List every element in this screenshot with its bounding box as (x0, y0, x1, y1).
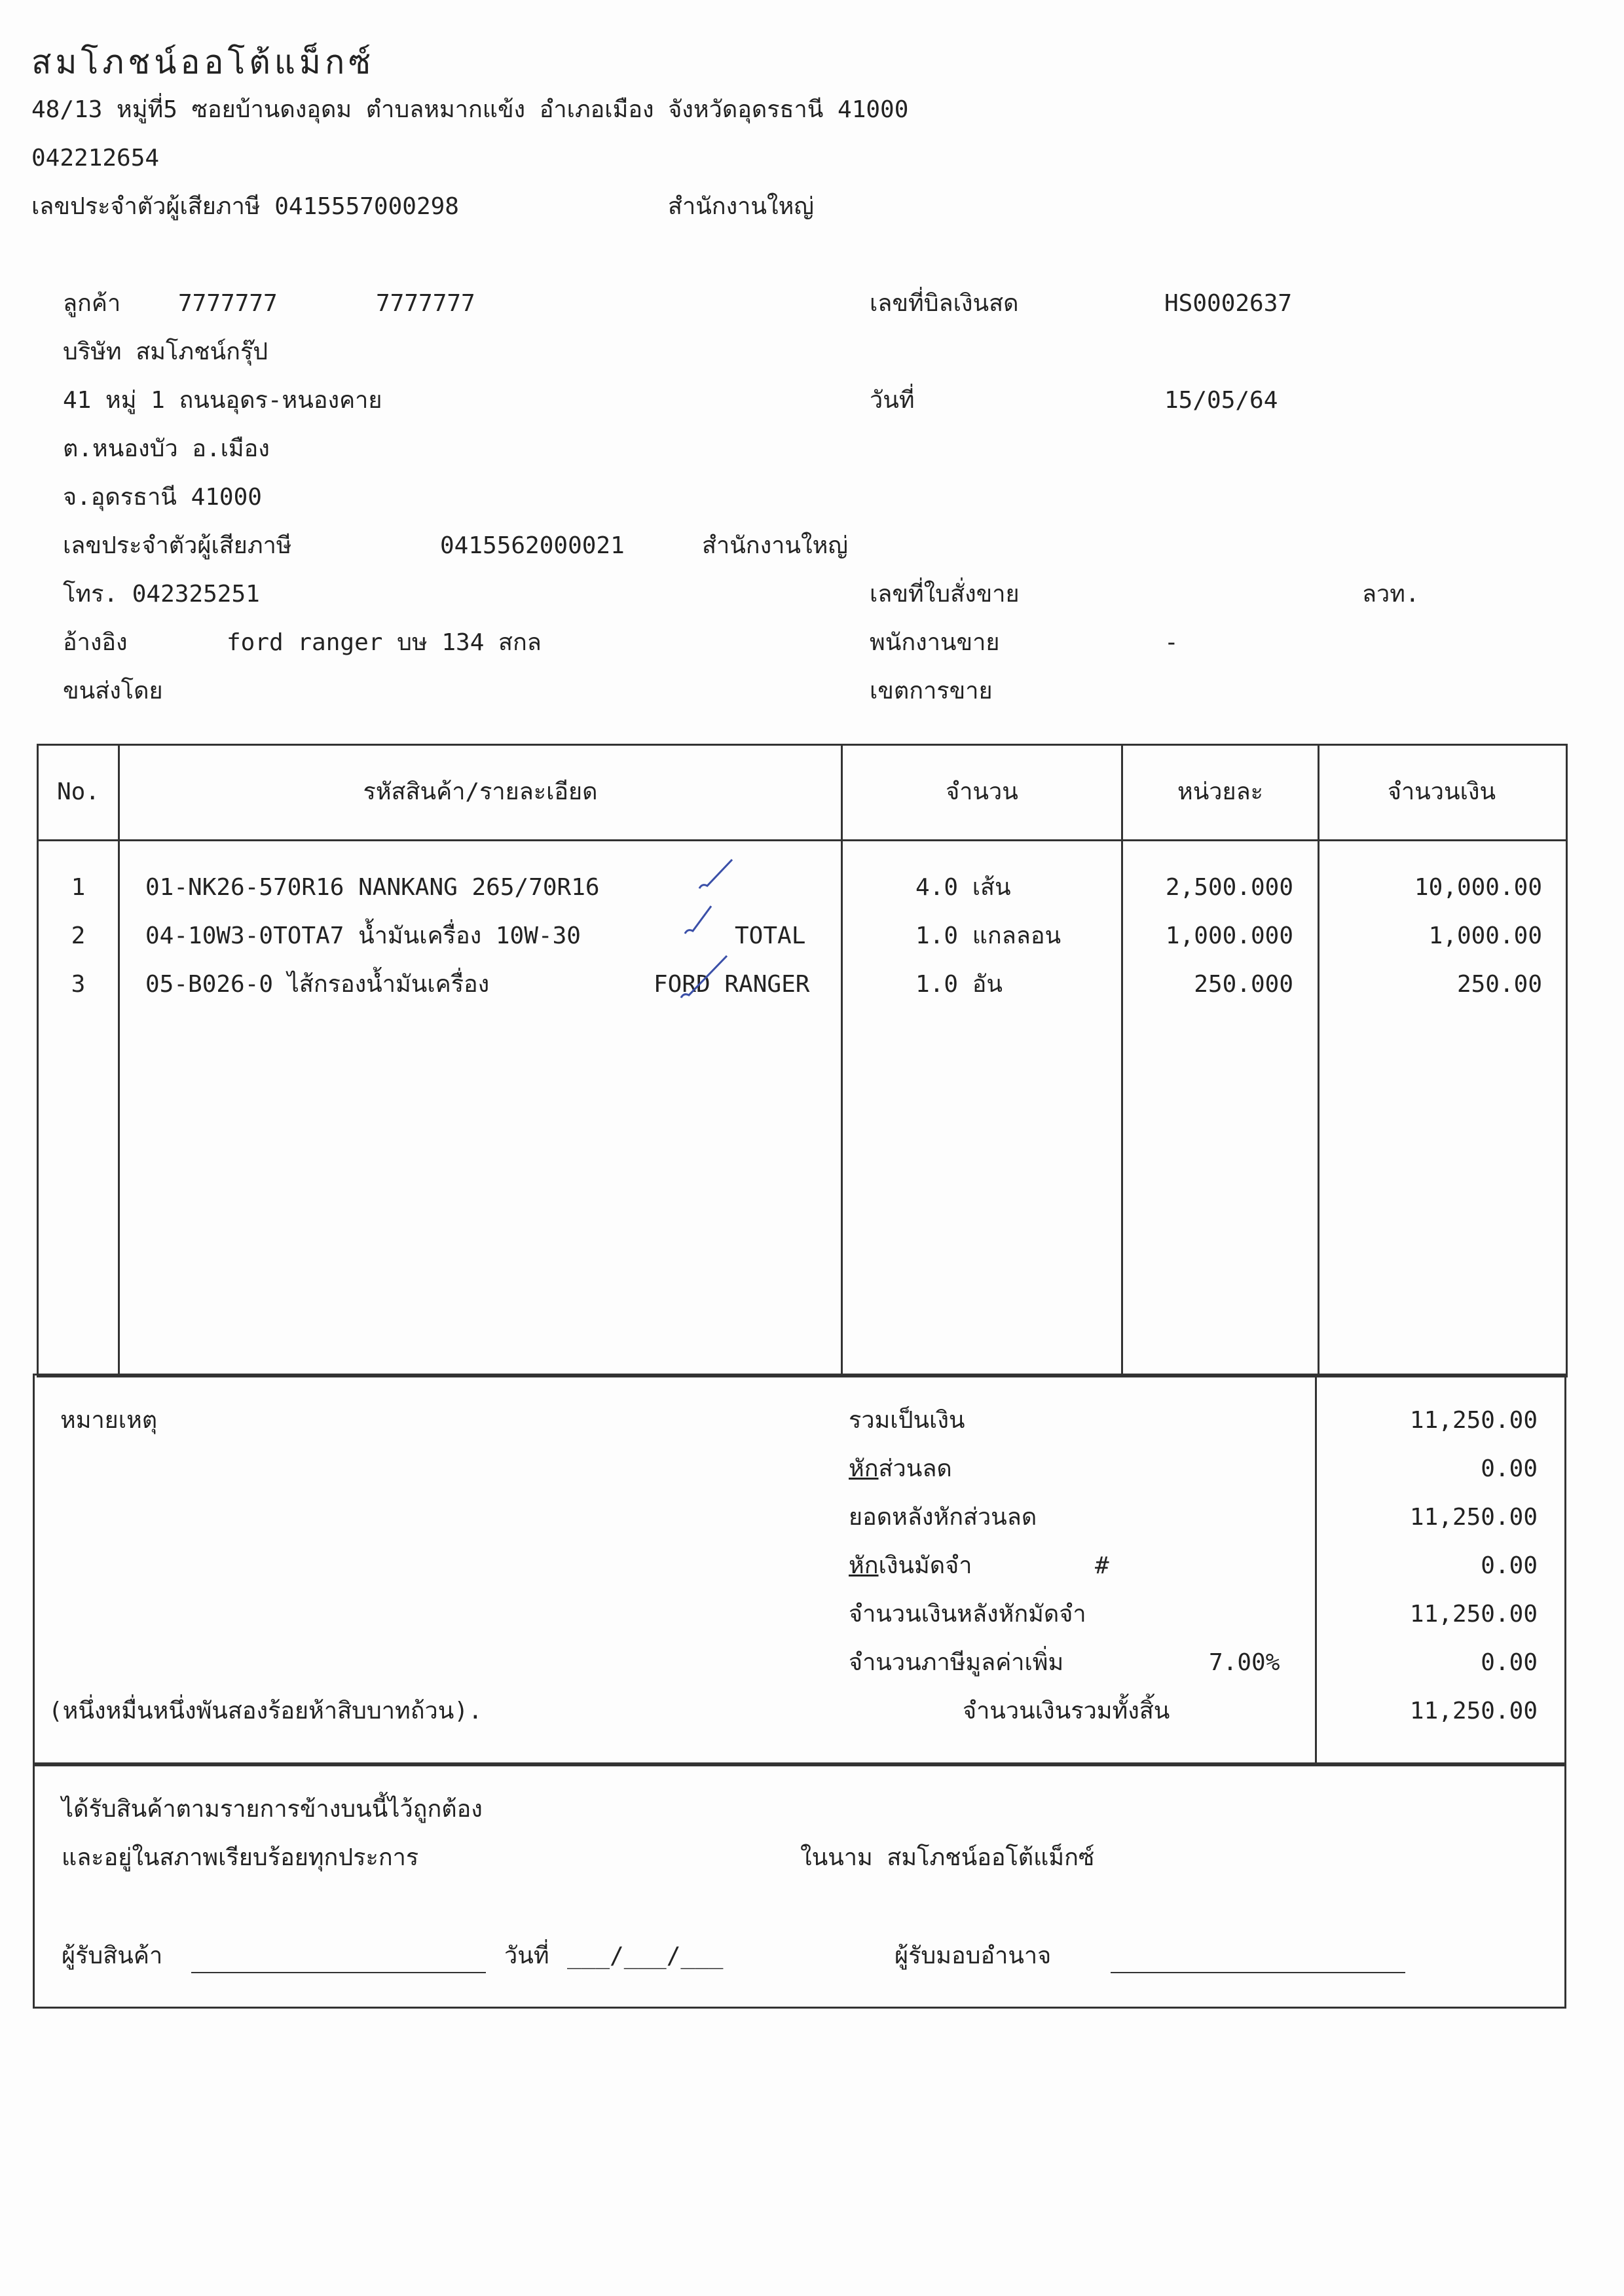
customer-address-3: จ.อุดรธานี 41000 (63, 484, 262, 511)
sales-order-label: เลขที่ใบสั่งขาย (870, 581, 1020, 608)
company-phone: 042212654 (31, 145, 160, 172)
shipping-label: ขนส่งโดย (63, 678, 163, 704)
company-name: สมโภชน์ออโต้แม็กซ์ (31, 43, 375, 81)
receiver-label: ผู้รับสินค้า (62, 1942, 163, 1969)
customer-branch: สำนักงานใหญ่ (702, 532, 848, 559)
item-quantity: 1.0 อัน (915, 971, 1003, 998)
grand-total-label: จำนวนเงินรวมทั้งสิ้น (963, 1698, 1170, 1724)
item-unit-price: 1,000.000 (1165, 922, 1293, 949)
item-quantity: 4.0 เส้น (915, 874, 1011, 901)
item-amount: 250.00 (1456, 971, 1542, 998)
bill-number-label: เลขที่บิลเงินสด (870, 290, 1019, 317)
authorized-signature-line[interactable] (1111, 1972, 1405, 1973)
authorized-label: ผู้รับมอบอำนาจ (895, 1942, 1052, 1969)
reference-label: อ้างอิง (63, 629, 128, 656)
customer-address-1: 41 หมู่ 1 ถนนอุดร-หนองคาย (63, 387, 382, 414)
table-header-divider (37, 839, 1566, 841)
bill-date: 15/05/64 (1164, 387, 1278, 414)
receiver-signature-line[interactable] (191, 1972, 486, 1973)
after-discount-value: 11,250.00 (1409, 1504, 1538, 1531)
received-statement-1: ได้รับสินค้าตามรายการข้างบนนี้ไว้ถูกต้อง (62, 1796, 483, 1823)
sales-order-value: ลวท. (1362, 581, 1420, 608)
discount-label-text: ส่วนลด (878, 1455, 952, 1482)
row-number: 3 (71, 971, 86, 998)
date-label: วันที่ (870, 387, 915, 414)
customer-code-2: 7777777 (376, 290, 475, 317)
item-description: 05-B026-0 ไส้กรองน้ำมันเครื่อง (145, 971, 490, 998)
item-description: 01-NK26-570R16 NANKANG 265/70R16 (145, 874, 600, 901)
item-amount: 1,000.00 (1428, 922, 1542, 949)
company-branch: สำนักงานใหญ่ (668, 193, 814, 220)
subtotal-label: รวมเป็นเงิน (849, 1407, 965, 1434)
item-note: FORD RANGER (654, 971, 810, 998)
column-divider (1121, 744, 1123, 1375)
column-header-unit-price: หน่วยละ (1177, 778, 1264, 805)
item-description: 04-10W3-0TOTA7 น้ำมันเครื่อง 10W-30 (145, 922, 581, 949)
receive-date-label: วันที่ (504, 1942, 549, 1969)
receive-date-slots[interactable]: ___/___/___ (567, 1942, 724, 1969)
vat-value: 0.00 (1481, 1649, 1538, 1676)
item-amount: 10,000.00 (1414, 874, 1542, 901)
column-header-description: รหัสสินค้า/รายละเอียด (363, 778, 598, 805)
item-quantity: 1.0 แกลลอน (915, 922, 1061, 949)
company-address: 48/13 หมู่ที่5 ซอยบ้านดงอุดม ตำบลหมากแข้ง อำเภอเมือง จังหวัดอุดรธานี 41000 (31, 96, 909, 123)
vat-rate: 7.00% (1209, 1649, 1280, 1676)
deposit-label (849, 1554, 972, 1578)
after-deposit-value: 11,250.00 (1409, 1601, 1538, 1628)
salesperson-label: พนักงานขาย (870, 629, 1000, 656)
discount-label (849, 1457, 952, 1481)
customer-code: 7777777 (178, 290, 278, 317)
deduct-prefix: หัก (849, 1455, 879, 1482)
remark-label: หมายเหตุ (60, 1407, 158, 1434)
amount-in-words: (หนึ่งหมื่นหนึ่งพันสองร้อยห้าสิบบาทถ้วน). (48, 1698, 483, 1724)
pen-check-mark-icon (694, 854, 740, 900)
customer-label: ลูกค้า (63, 290, 121, 317)
pen-check-mark-icon (674, 948, 733, 1007)
column-header-no: No. (56, 778, 100, 805)
after-deposit-label: จำนวนเงินหลังหักมัดจำ (849, 1601, 1086, 1628)
on-behalf-of: ในนาม สมโภชน์ออโต้แม็กซ์ (800, 1844, 1095, 1871)
customer-name: บริษัท สมโภชน์กรุ๊ป (63, 338, 268, 365)
subtotal-value: 11,250.00 (1409, 1407, 1538, 1434)
item-note: TOTAL (735, 922, 806, 949)
customer-address-2: ต.หนองบัว อ.เมือง (63, 435, 270, 462)
item-unit-price: 250.000 (1194, 971, 1293, 998)
deposit-label-text: เงินมัดจำ (878, 1552, 972, 1579)
column-divider (841, 744, 843, 1375)
summary-divider (1315, 1374, 1317, 1764)
grand-total-value: 11,250.00 (1409, 1698, 1538, 1724)
deposit-value: 0.00 (1481, 1552, 1538, 1579)
received-statement-2: และอยู่ในสภาพเรียบร้อยทุกประการ (62, 1844, 419, 1871)
deposit-ref: # (1095, 1552, 1109, 1579)
item-unit-price: 2,500.000 (1165, 874, 1293, 901)
row-number: 2 (71, 922, 86, 949)
column-header-amount: จำนวนเงิน (1387, 778, 1496, 805)
company-tax-id: เลขประจำตัวผู้เสียภาษี 0415557000298 (31, 193, 459, 220)
after-discount-label: ยอดหลังหักส่วนลด (849, 1504, 1037, 1531)
pen-check-mark-icon (681, 902, 727, 948)
discount-value: 0.00 (1481, 1455, 1538, 1482)
customer-tax-label: เลขประจำตัวผู้เสียภาษี (63, 532, 292, 559)
column-divider (1318, 744, 1320, 1375)
sales-area-label: เขตการขาย (870, 678, 993, 704)
column-divider (118, 744, 120, 1375)
customer-tax-id: 0415562000021 (440, 532, 625, 559)
row-number: 1 (71, 874, 86, 901)
bill-number: HS0002637 (1164, 290, 1293, 317)
reference-value: ford ranger บษ 134 สกล (227, 629, 542, 656)
customer-phone: โทร. 042325251 (63, 581, 260, 608)
deduct-prefix: หัก (849, 1552, 879, 1579)
salesperson-value: - (1164, 629, 1179, 656)
vat-label: จำนวนภาษีมูลค่าเพิ่ม (849, 1649, 1064, 1676)
column-header-quantity: จำนวน (946, 778, 1018, 805)
